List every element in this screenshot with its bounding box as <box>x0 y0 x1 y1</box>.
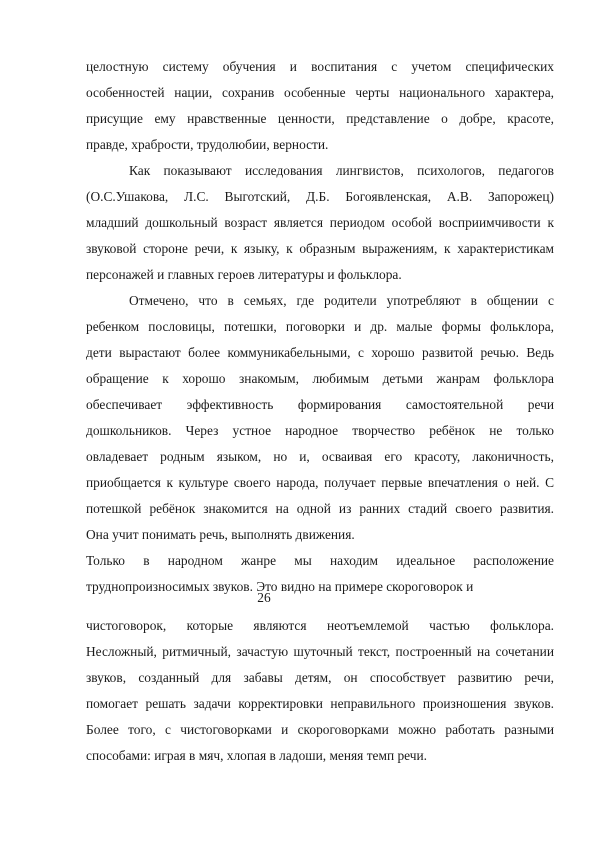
text-line: младший дошкольный возраст является периодом особой восприимчивости к <box>86 215 554 230</box>
text-line: приобщается к культуре своего народа, получает первые впечатления о ней. С <box>86 475 554 490</box>
text-line: помогает решать задачи корректировки неправильного произношения звуков. <box>86 696 554 711</box>
text-line: овладевает родным языком, но и, осваивая его красоту, лаконичность, <box>86 449 554 464</box>
text-line: чистоговорок, которые являются неотъемлемой частью фольклора. <box>86 618 554 633</box>
text-line: звуковой стороне речи, к языку, к образным выражениям, к характеристикам <box>86 241 554 256</box>
text-line: Несложный, ритмичный, зачастую шуточный текст, построенный на сочетании <box>86 644 554 659</box>
page-number: 26 <box>257 590 271 605</box>
text-line: присущие ему нравственные ценности, представление о добре, красоте, <box>86 111 554 126</box>
text-line: Она учит понимать речь, выполнять движения. <box>86 527 355 542</box>
text-line: (О.С.Ушакова, Л.С. Выготский, Д.Б. Богоявленская, А.В. Запорожец) <box>86 189 554 204</box>
paragraph-first-line: Как показывают исследования лингвистов, психологов, педагогов <box>129 163 554 178</box>
paragraph-first-line: Отмечено, что в семьях, где родители употребляют в общении с <box>129 293 554 308</box>
text-line: целостную систему обучения и воспитания с учетом специфических <box>86 59 554 74</box>
text-line: особенностей нации, сохранив особенные черты национального характера, <box>86 85 554 100</box>
text-line: дети вырастают более коммуникабельными, с хорошо развитой речью. Ведь <box>86 345 554 360</box>
text-line: обеспечивает эффективность формирования самостоятельной речи <box>86 397 554 412</box>
text-line: звуков, созданный для забавы детям, он способствует развитию речи, <box>86 670 554 685</box>
text-line: Более того, с чистоговорками и скороговорками можно работать разными <box>86 722 554 737</box>
text-line: способами: играя в мяч, хлопая в ладоши, меняя темп речи. <box>86 748 428 763</box>
text-line: труднопроизносимых звуков. Это видно на примере скороговорок и <box>86 579 474 594</box>
text-line: дошкольников. Через устное народное творчество ребёнок не только <box>86 423 554 438</box>
text-line: Только в народном жанре мы находим идеальное расположение <box>86 553 554 568</box>
text-line: обращение к хорошо знакомым, любимым детьми жанрам фольклора <box>86 371 554 386</box>
text-line: потешкой ребёнок знакомится на одной из ранних стадий своего развития. <box>86 501 554 516</box>
text-line: ребенком пословицы, потешки, поговорки и др. малые формы фольклора, <box>86 319 554 334</box>
text-line: персонажей и главных героев литературы и фольклора. <box>86 267 402 282</box>
text-line: правде, храбрости, трудолюбии, верности. <box>86 137 329 152</box>
